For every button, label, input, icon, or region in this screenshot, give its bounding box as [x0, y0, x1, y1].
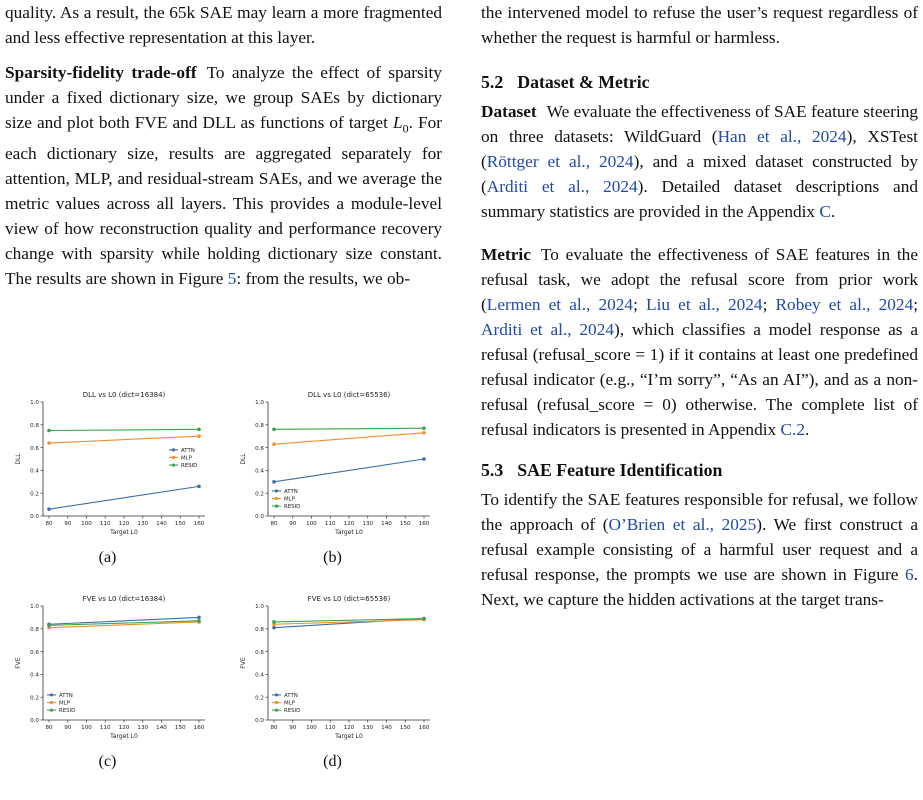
subfigure-d: [230, 592, 435, 771]
y-tick-label: 0.6: [255, 445, 264, 452]
x-tick-label: 150: [174, 725, 186, 731]
series-line-resid: [49, 429, 199, 430]
data-point-mlp: [272, 442, 276, 446]
x-axis-label: Target L0: [110, 733, 138, 740]
citation-lermen[interactable]: Lermen et al., 2024: [486, 295, 634, 314]
data-point-resid: [422, 426, 426, 430]
text: ), and a mixed dataset constructed by (: [481, 152, 918, 196]
x-tick-label: 120: [343, 725, 355, 731]
data-point-mlp: [197, 434, 201, 438]
data-point-attn: [272, 480, 276, 484]
data-point-attn: [197, 616, 201, 620]
chart-dll-16384: [5, 388, 210, 540]
legend-entry-mlp: MLP: [284, 496, 295, 503]
chart-title: FVE vs L0 (dict=16384): [82, 595, 166, 603]
y-tick-label: 1.0: [255, 400, 264, 407]
legend-entry-attn: ATTN: [181, 447, 195, 454]
x-tick-label: 100: [306, 725, 317, 731]
chart-title: DLL vs L0 (dict=16384): [82, 391, 166, 399]
text: ;: [913, 295, 919, 314]
x-tick-label: 120: [118, 725, 130, 731]
legend-entry-resid: RESID: [181, 463, 198, 470]
x-tick-label: 140: [156, 521, 167, 527]
legend-entry-resid: RESID: [284, 708, 301, 715]
y-tick-label: 0.0: [255, 514, 264, 521]
y-tick-label: 0.2: [30, 491, 39, 498]
runin-heading-sparsity: Sparsity-fidelity trade-off: [5, 63, 197, 82]
series-line-resid: [274, 428, 424, 429]
x-axis-label: Target L0: [335, 529, 363, 536]
data-point-mlp: [47, 441, 51, 445]
y-tick-label: 0.4: [255, 672, 264, 679]
text: We evaluate the effectiveness of SAE feature steering on three datasets: WildGuard (: [481, 102, 918, 146]
x-tick-label: 150: [174, 521, 186, 527]
series-line-mlp: [274, 433, 424, 444]
chart-dll-65536: [230, 388, 435, 540]
l0-symbol: [392, 113, 409, 136]
data-point-resid: [197, 428, 201, 432]
y-tick-label: 0.4: [30, 672, 39, 679]
text: To analyze the effect of sparsity under a fixed dictionary size, we group SAEs by dictionary size and plot both FVE and DLL as functions of target: [5, 63, 442, 132]
x-axis-label: Target L0: [110, 529, 138, 536]
x-tick-label: 90: [289, 521, 297, 527]
section-number: 5.2: [481, 72, 504, 92]
x-tick-label: 130: [137, 521, 149, 527]
figure-5-link[interactable]: 5: [227, 269, 237, 289]
y-axis-label: FVE: [15, 657, 22, 669]
legend-swatch-marker: [172, 456, 175, 459]
x-tick-label: 80: [45, 725, 53, 731]
data-point-attn: [197, 485, 201, 489]
legend-entry-mlp: MLP: [59, 700, 70, 707]
x-tick-label: 120: [118, 521, 130, 527]
citation-han[interactable]: Han et al., 2024: [717, 127, 847, 146]
x-tick-label: 100: [306, 521, 317, 527]
chart-title: FVE vs L0 (dict=65536): [307, 595, 391, 603]
series-line-mlp: [49, 436, 199, 443]
x-tick-label: 110: [99, 521, 111, 527]
series-line-attn: [274, 459, 424, 482]
y-tick-label: 0.0: [255, 718, 264, 725]
citation-liu[interactable]: Liu et al., 2024: [646, 295, 763, 314]
y-axis-label: DLL: [15, 453, 22, 465]
legend-entry-attn: ATTN: [59, 692, 73, 699]
legend-swatch-marker: [50, 709, 53, 712]
y-tick-label: 0.8: [255, 627, 264, 633]
citation-obrien[interactable]: O’Brien et al., 2025: [608, 515, 757, 534]
l0-subscript: 0: [402, 121, 409, 136]
y-tick-label: 0.4: [30, 468, 39, 475]
x-tick-label: 100: [81, 521, 92, 527]
x-tick-label: 110: [324, 521, 336, 527]
x-tick-label: 100: [81, 725, 92, 731]
text: To evaluate the effectiveness of SAE features in the refusal task, we adopt the refusal score from prior work (: [481, 245, 918, 314]
citation-arditi-2[interactable]: Arditi et al., 2024: [481, 320, 614, 339]
subfigure-c: [5, 592, 210, 771]
text: ), XSTest (: [481, 127, 918, 171]
x-tick-label: 120: [343, 521, 355, 527]
x-tick-label: 160: [418, 521, 430, 527]
x-tick-label: 110: [324, 725, 336, 731]
x-tick-label: 130: [137, 725, 149, 731]
right-column: [481, 0, 918, 612]
data-point-attn: [47, 507, 51, 511]
legend-swatch-marker: [275, 489, 278, 492]
chart-fve-16384: [5, 592, 210, 744]
y-tick-label: 0.8: [255, 423, 264, 429]
x-tick-label: 110: [99, 725, 111, 731]
x-tick-label: 160: [418, 725, 430, 731]
text: .: [804, 420, 810, 439]
data-point-resid: [272, 428, 276, 432]
x-tick-label: 90: [64, 521, 72, 527]
caption-a: (a): [98, 549, 117, 566]
text: ;: [633, 295, 647, 314]
l0-letter: L: [392, 113, 403, 132]
figure-5-grid: [5, 364, 442, 800]
x-tick-label: 90: [64, 725, 72, 731]
data-point-mlp: [422, 431, 426, 435]
data-point-resid: [197, 619, 201, 623]
x-tick-label: 140: [381, 521, 392, 527]
citation-arditi[interactable]: Arditi et al., 2024: [486, 177, 638, 196]
y-tick-label: 0.6: [30, 649, 39, 656]
caption-c: (c): [98, 753, 117, 770]
legend-entry-mlp: MLP: [284, 700, 295, 707]
legend-entry-resid: RESID: [284, 504, 301, 511]
chart-fve-65536: [230, 592, 435, 744]
text: ;: [762, 295, 776, 314]
x-tick-label: 160: [193, 725, 205, 731]
caption-b: (b): [323, 549, 342, 566]
y-tick-label: 1.0: [30, 604, 39, 611]
legend-entry-resid: RESID: [59, 708, 76, 715]
x-tick-label: 150: [399, 521, 411, 527]
section-heading-5-2: [481, 72, 918, 93]
paragraph-sparsity-fidelity: [5, 60, 442, 291]
y-axis-label: DLL: [240, 453, 247, 465]
data-point-resid: [272, 620, 276, 624]
y-tick-label: 0.6: [30, 445, 39, 452]
paragraph-dataset: [481, 99, 918, 224]
y-tick-label: 1.0: [255, 604, 264, 611]
data-point-resid: [47, 429, 51, 433]
chart-title: DLL vs L0 (dict=65536): [307, 391, 391, 399]
appendix-c-link[interactable]: C: [819, 202, 831, 221]
y-tick-label: 0.0: [30, 514, 39, 521]
x-tick-label: 130: [362, 521, 374, 527]
runin-heading-metric: Metric: [481, 245, 531, 264]
legend-swatch-marker: [50, 693, 53, 696]
y-tick-label: 0.2: [255, 695, 264, 702]
caption-d: (d): [323, 753, 342, 770]
legend-entry-attn: ATTN: [284, 488, 298, 495]
legend-swatch-marker: [172, 448, 175, 451]
y-tick-label: 0.6: [255, 649, 264, 656]
paragraph-metric: [481, 242, 918, 442]
legend-entry-mlp: MLP: [181, 455, 192, 462]
y-tick-label: 0.8: [30, 423, 39, 429]
text: ). Detailed dataset descriptions and summary statistics are provided in the Appendix: [481, 177, 918, 221]
appendix-c2-link[interactable]: C.2: [780, 420, 805, 439]
x-tick-label: 80: [45, 521, 53, 527]
text: . For each dictionary size, results are aggregated separately for attention, MLP, and residual-stream SAEs, and we average the metric values across all layers. This provides a module-level view of how reconstruction quality and performance recovery change with sparsity while holding dictionary size constant. The results are shown in Figure: [5, 113, 442, 289]
section-title: SAE Feature Identification: [517, 460, 723, 480]
data-point-resid: [422, 617, 426, 621]
runin-heading-dataset: Dataset: [481, 102, 537, 121]
data-point-attn: [272, 626, 276, 630]
legend-swatch-marker: [50, 701, 53, 704]
text: ), which classifies a model response as a refusal (refusal_score = 1) if it contains at least one predefined refusal indicator (e.g., “I’m sorry”, “As an AI”), and as a non-refusal (refusal_score = 0) otherwise. The complete list of refusal indicators is presented in Appendix: [481, 320, 918, 439]
x-tick-label: 80: [270, 725, 278, 731]
x-tick-label: 160: [193, 521, 205, 527]
x-axis-label: Target L0: [335, 733, 363, 740]
legend-swatch-marker: [275, 709, 278, 712]
y-tick-label: 0.8: [30, 627, 39, 633]
left-column: [5, 0, 442, 291]
y-tick-label: 0.4: [255, 468, 264, 475]
section-number: 5.3: [481, 460, 504, 480]
data-point-attn: [422, 457, 426, 461]
citation-rottger[interactable]: Röttger et al., 2024: [486, 152, 634, 171]
legend-swatch-marker: [275, 505, 278, 508]
subfigure-b: [230, 388, 435, 567]
legend-swatch-marker: [172, 463, 175, 466]
data-point-resid: [47, 624, 51, 628]
x-tick-label: 140: [381, 725, 392, 731]
legend-swatch-marker: [275, 693, 278, 696]
text: ). We first construct a refusal example consisting of a harmful user request and a refusal response, the prompts we use are shown in Figure: [481, 515, 918, 584]
series-line-attn: [49, 486, 199, 509]
x-tick-label: 80: [270, 521, 278, 527]
text: : from the results, we ob-: [236, 269, 411, 289]
x-tick-label: 130: [362, 725, 374, 731]
text: . Next, we capture the hidden activations at the target trans-: [481, 565, 918, 609]
y-tick-label: 1.0: [30, 400, 39, 407]
x-tick-label: 140: [156, 725, 167, 731]
x-tick-label: 90: [289, 725, 297, 731]
y-tick-label: 0.2: [30, 695, 39, 702]
figure-6-link[interactable]: 6: [905, 565, 914, 584]
text: To identify the SAE features responsible for refusal, we follow the approach of (: [481, 490, 918, 534]
paragraph-identification: [481, 487, 918, 612]
y-tick-label: 0.2: [255, 491, 264, 498]
paragraph-fragmented: quality. As a result, the 65k SAE may learn a more fragmented and less effective representation at this layer.: [5, 3, 442, 47]
y-tick-label: 0.0: [30, 718, 39, 725]
section-heading-5-3: [481, 460, 918, 481]
x-tick-label: 150: [399, 725, 411, 731]
legend-entry-attn: ATTN: [284, 692, 298, 699]
text: .: [830, 202, 836, 221]
legend-swatch-marker: [275, 497, 278, 500]
legend-swatch-marker: [275, 701, 278, 704]
section-title: Dataset & Metric: [517, 72, 650, 92]
y-axis-label: FVE: [240, 657, 247, 669]
subfigure-a: [5, 388, 210, 567]
paragraph-refuse: the intervened model to refuse the user’s request regardless of whether the request is harmful or harmless.: [481, 3, 918, 47]
citation-robey[interactable]: Robey et al., 2024: [775, 295, 914, 314]
